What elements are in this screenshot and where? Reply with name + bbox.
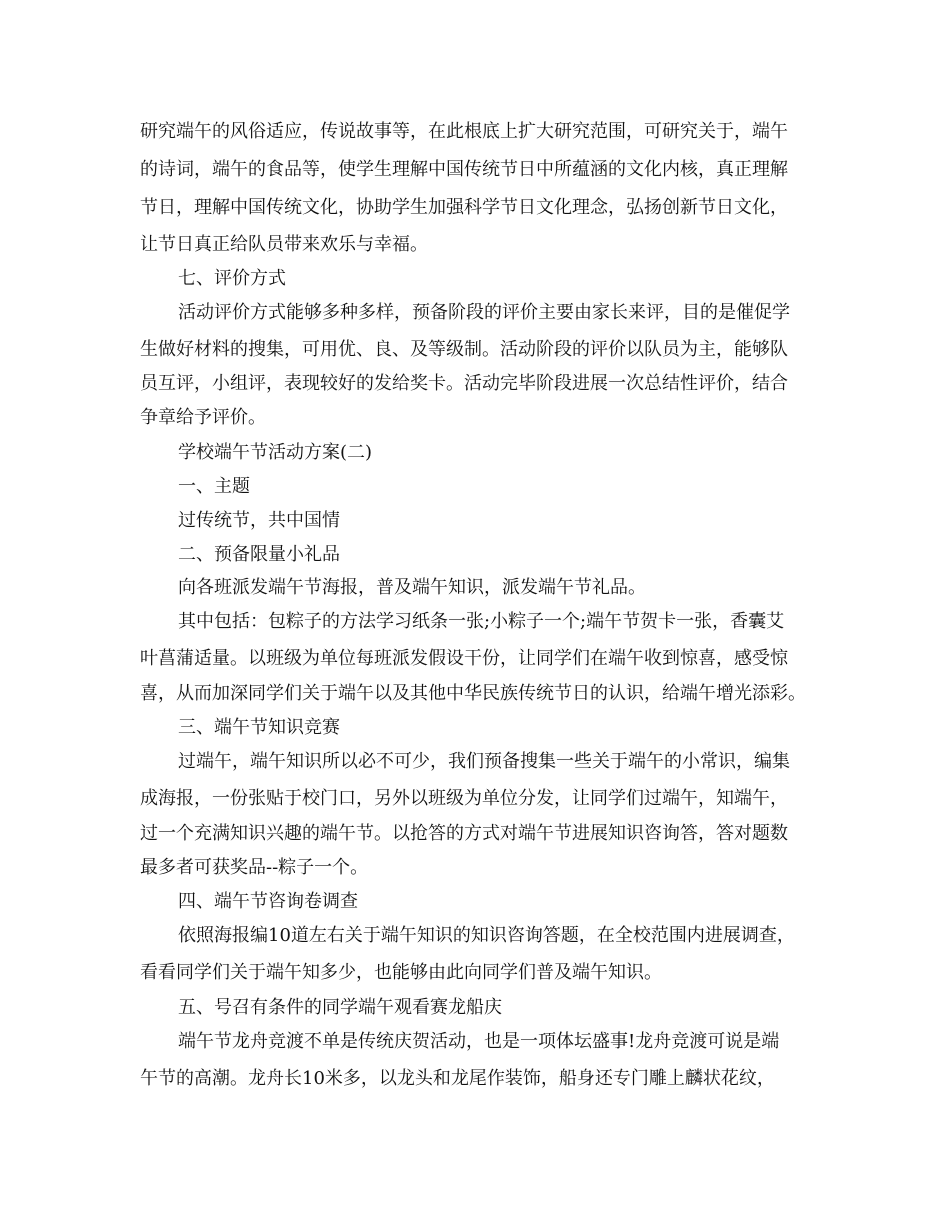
- body-line: 争章给予评价。: [140, 407, 266, 428]
- body-line: 成海报，一份张贴于校门口，另外以班级为单位分发，让同学们过端午，知端午，: [140, 788, 788, 809]
- body-line: 让节日真正给队员带来欢乐与幸福。: [140, 234, 428, 255]
- body-line: 看看同学们关于端午知多少，也能够由此向同学们普及端午知识。: [140, 962, 662, 983]
- body-line: 员互评，小组评，表现较好的发给奖卡。活动完毕阶段进展一次总结性评价，结合: [140, 373, 788, 394]
- body-line: 叶菖蒲适量。以班级为单位每班派发假设干份，让同学们在端午收到惊喜，感受惊: [140, 648, 788, 669]
- section-heading: 三、端午节知识竞赛: [178, 717, 340, 738]
- body-line: 过一个充满知识兴趣的端午节。以抢答的方式对端午节进展知识咨询答，答对题数: [140, 823, 788, 844]
- body-line: 最多者可获奖品--粽子一个。: [140, 857, 369, 878]
- body-line: 过传统节，共中国情: [178, 510, 340, 531]
- body-line: 生做好材料的搜集，可用优、良、及等级制。活动阶段的评价以队员为主，能够队: [140, 339, 788, 360]
- document-title: 学校端午节活动方案(二): [178, 442, 373, 463]
- body-line: 端午节龙舟竞渡不单是传统庆贺活动，也是一项体坛盛事!龙舟竞渡可说是端: [178, 1031, 780, 1052]
- body-line: 节日，理解中国传统文化，协助学生加强科学节日文化理念，弘扬创新节日文化，: [140, 197, 788, 218]
- section-heading: 七、评价方式: [178, 268, 286, 289]
- body-line: 其中包括：包粽子的方法学习纸条一张;小粽子一个;端午节贺卡一张，香囊艾: [178, 611, 785, 632]
- body-line: 活动评价方式能够多种多样，预备阶段的评价主要由家长来评，目的是催促学: [178, 302, 790, 323]
- body-line: 午节的高潮。龙舟长10米多，以龙头和龙尾作装饰，船身还专门雕上麟状花纹，: [140, 1068, 775, 1089]
- section-heading: 一、主题: [178, 476, 250, 497]
- body-line: 的诗词，端午的食品等，使学生理解中国传统节日中所蕴涵的文化内核，真正理解: [140, 159, 788, 180]
- body-line: 依照海报编10道左右关于端午知识的知识咨询答题，在全校范围内进展调查，: [178, 925, 795, 946]
- body-line: 研究端午的风俗适应，传说故事等，在此根底上扩大研究范围，可研究关于，端午: [140, 121, 788, 142]
- body-line: 向各班派发端午节海报，普及端午知识，派发端午节礼品。: [178, 577, 646, 598]
- body-line: 过端午，端午知识所以必不可少，我们预备搜集一些关于端午的小常识，编集: [178, 751, 790, 772]
- section-heading: 二、预备限量小礼品: [178, 544, 340, 565]
- body-line: 喜，从而加深同学们关于端午以及其他中华民族传统节日的认识，给端午增光添彩。: [140, 683, 806, 704]
- section-heading: 四、端午节咨询卷调查: [178, 891, 358, 912]
- section-heading: 五、号召有条件的同学端午观看赛龙船庆: [178, 997, 502, 1018]
